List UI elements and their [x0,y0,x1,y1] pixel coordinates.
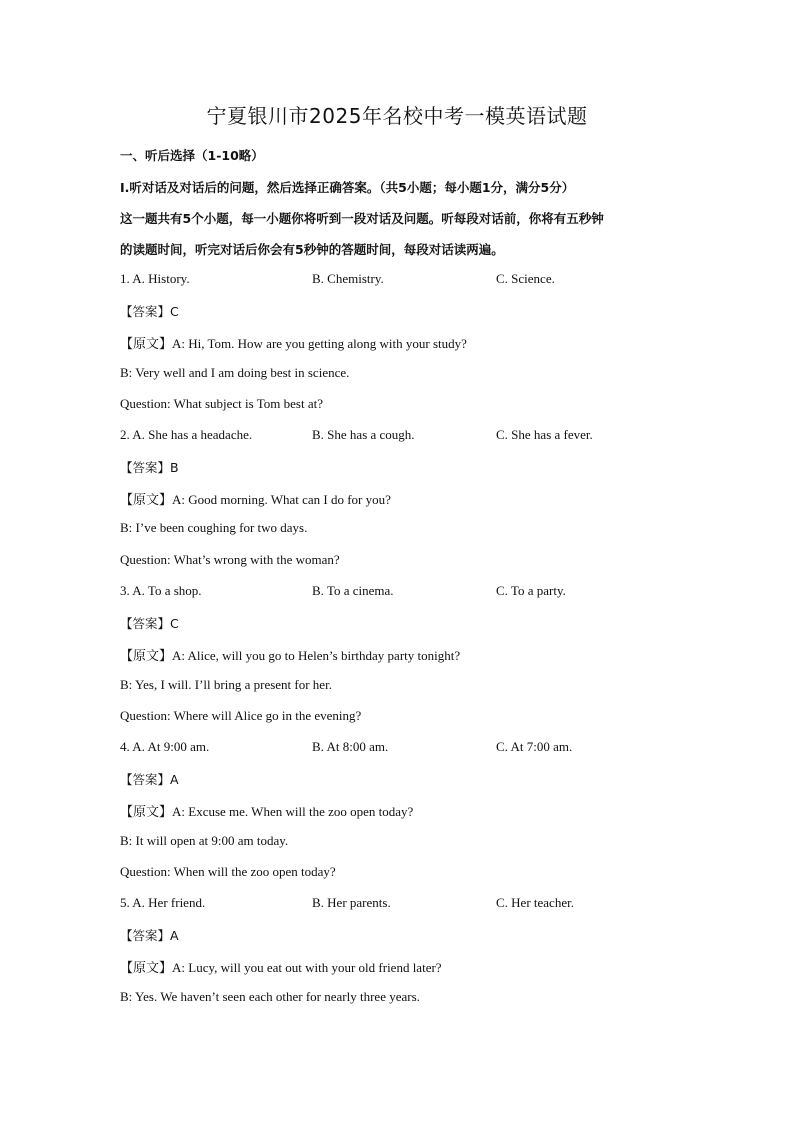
q4-option-b: B. At 8:00 am. [312,739,389,754]
q5-script-b: B: Yes. We haven’t seen each other for nearly three years. [120,989,420,1004]
q5-script-a: 【原文】A: Lucy, will you eat out with your old friend later? [120,960,442,975]
q5-option-c: C. Her teacher. [496,895,574,910]
q3-option-b: B. To a cinema. [312,583,394,598]
q2-answer: 【答案】B [120,460,179,475]
instruction-line-1: 这一题共有5个小题，每一小题你将听到一段对话及问题。听每段对话前，你将有五秒钟 [120,211,604,226]
q1-question: Question: What subject is Tom best at? [120,396,323,411]
q2-option-c: C. She has a fever. [496,427,593,442]
q2-script-a: 【原文】A: Good morning. What can I do for you? [120,492,391,507]
q2-question: Question: What’s wrong with the woman? [120,552,340,567]
q1-option-a: 1. A. History. [120,271,190,286]
q3-script-a: 【原文】A: Alice, will you go to Helen’s birthday party tonight? [120,648,461,663]
q2-option-a: 2. A. She has a headache. [120,427,253,442]
q1-answer: 【答案】C [120,304,179,319]
q3-option-a: 3. A. To a shop. [120,583,202,598]
instruction-line-2: 的读题时间，听完对话后你会有5秒钟的答题时间，每段对话读两遍。 [120,242,504,257]
q1-script-a: 【原文】A: Hi, Tom. How are you getting along with your study? [120,336,467,351]
page-title: 宁夏银川市2025年名校中考一模英语试题 [206,104,588,128]
q2-script-b: B: I’ve been coughing for two days. [120,520,308,535]
q1-option-b: B. Chemistry. [312,271,384,286]
q4-option-c: C. At 7:00 am. [496,739,573,754]
q4-script-b: B: It will open at 9:00 am today. [120,833,289,848]
q1-script-b: B: Very well and I am doing best in science. [120,365,350,380]
q3-option-c: C. To a party. [496,583,566,598]
q2-option-b: B. She has a cough. [312,427,415,442]
q4-answer: 【答案】A [120,772,179,787]
section-heading: 一、听后选择（1-10略） [120,148,264,163]
q5-answer: 【答案】A [120,928,179,943]
q4-option-a: 4. A. At 9:00 am. [120,739,210,754]
q1-option-c: C. Science. [496,271,555,286]
q3-answer: 【答案】C [120,616,179,631]
q5-option-a: 5. A. Her friend. [120,895,206,910]
q4-question: Question: When will the zoo open today? [120,864,336,879]
q3-script-b: B: Yes, I will. I’ll bring a present for her. [120,677,332,692]
q3-question: Question: Where will Alice go in the evening? [120,708,362,723]
q5-option-b: B. Her parents. [312,895,391,910]
q4-script-a: 【原文】A: Excuse me. When will the zoo open today? [120,804,414,819]
part-heading: I.听对话及对话后的问题，然后选择正确答案。（共5小题；每小题1分，满分5分） [120,180,575,195]
